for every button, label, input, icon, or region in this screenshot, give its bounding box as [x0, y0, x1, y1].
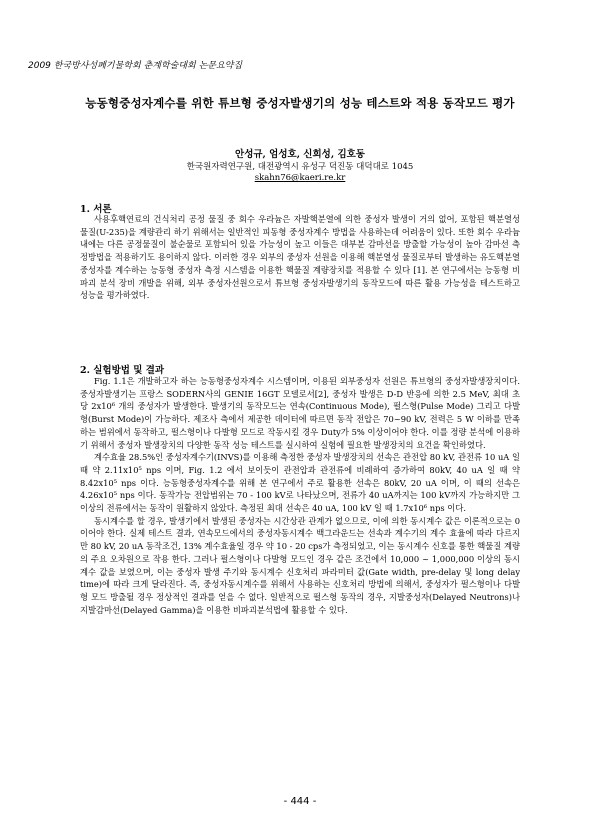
paragraph: 동시계수를 할 경우, 발생기에서 발생된 중성자는 시간상관 관계가 없으므로, 이에 의한 동시계수 값은 이론적으로는 0 이어야 한다. 실제 테스트 결과, 연속모드에서의 중성자동시계수 백그라운드는 선속과 계수기의 계수 효율에 따라 다르지만 80 kV, 20 uA 동작조건, 13% 계수효율일 경우 약 10 - 20 cps가 측정되었고, 이는 동시계수 신호를 통한 핵물질 계량의 주요 오차원으로 작용 한다. 그러나 펄스형이나 다발형 모드인 경우 같은 조건에서 10,000 ~ 1,000,000 이상의 동시계수 값을 보였으며, 이는 중성자 발생 주기와 동시계수 신호처리 파라미터 값(Gate width, pre-delay 및 long delay time)에 따라 크게 달라진다. 즉, 중성자동시계수를 위해서 사용하는 신호처리 방법에 의해서, 중성자가 펄스형이나 다발형 모드 방출될 경우 정상적인 결과를 얻을 수 없다. 일반적으로 펄스형 동작의 경우, 지발중성자(Delayed Neutrons)나 지발감마선(Delayed Gamma)을 이용한 비파괴분석법에 활용할 수 있다. [80, 515, 520, 615]
section-heading-introduction: 1. 서론 [80, 204, 112, 215]
paragraph: Fig. 1.1은 개발하고자 하는 능동형중성자계수 시스템이며, 이용된 외부중성자 선원은 튜브형의 중성자발생장치이다. 중성자발생기는 프랑스 SODERN사의 GENIE 16GT 모델로서[2], 중성자 발생은 D-D 반응에 의한 2.5 MeV, 최대 초당 2x10⁶ 개의 중성자가 발생한다. 발생기의 동작모드는 연속(Continuous Mode), 펄스형(Pulse Mode) 그리고 다발형(Burst Mode)이 가능하다. 제조사 측에서 제공한 데이터에 따르면 동작 전압은 70~90 kV, 전력은 5 W 이하를 만족하는 범위에서 동작하고, 펄스형이나 다발형 모드로 작동시킬 경우 Duty가 5% 이상이어야 한다. 이를 정량 분석에 이용하기 위해서 중성자 발생장치의 다양한 동작 성능 테스트를 실시하여 실험에 필요한 발생장치의 요건을 확인하였다. [80, 376, 520, 450]
section-body-methods [80, 375, 520, 616]
paper-title: 능동형중성자계수를 위한 튜브형 중성자발생기의 성능 테스트와 적용 동작모드 평가 [85, 96, 515, 110]
section-heading-methods: 2. 실험방법 및 결과 [80, 365, 165, 376]
affiliation: 한국원자력연구원, 대전광역시 유성구 덕진동 대덕대로 1045 [186, 162, 414, 172]
email-link[interactable]: skahn76@kaeri.re.kr [254, 173, 346, 183]
section-body-introduction [80, 213, 520, 302]
paragraph: 계수효율 28.5%인 중성자계수기(INVS)를 이용해 측정한 중성자 발생장치의 선속은 관전압 80 kV, 관전류 10 uA 일 때 약 2.11x10⁵ nps 이며, Fig. 1.2 에서 보이듯이 관전압과 관전류에 비례하여 증가하여 80kV, 40 uA 일 때 약 8.42x10⁵ nps 이다. 능동형중성자계수를 위해 본 연구에서 주로 활용한 선속은 80kV, 20 uA 이며, 이 때의 선속은 4.26x10⁵ nps 이다. 동작가능 전압범위는 70 - 100 kV로 나타났으며, 전류가 40 uA까지는 100 kV까지 가능하지만 그 이상의 전류에서는 동작이 원활하지 않았다. 측정된 최대 선속은 40 uA, 100 kV 일 때 1.7x10⁶ nps 이다. [80, 452, 520, 514]
paragraph: 사용후핵연료의 건식처리 공정 물질 중 회수 우라늄은 자발핵분열에 의한 중성자 발생이 거의 없어, 포함된 핵분열성 물질(U-235)을 계량관리 하기 위해서는 일반적인 피동형 중성자계수 방법을 사용하는데 어려움이 있다. 또한 회수 우라늄 내에는 다른 공정물질이 불순물로 포함되어 있을 가능성이 높고 이들은 대부분 감마선을 방출할 가능성이 높아 감마선 측정방법을 적용하기도 용이하지 않다. 이러한 경우 외부의 중성자 선원을 이용해 핵분열성 물질로부터 발생하는 유도핵분열 중성자를 계수하는 능동형 중성자 측정 시스템을 이용한 핵물질 계량장치를 적용할 수 있다 [1]. 본 연구에서는 능동형 비파괴 분석 장비 개발을 위해, 외부 중성자선원으로서 튜브형 중성자발생기의 동작모드에 따른 활용 가능성을 테스트하고 성능을 평가하였다. [80, 214, 520, 301]
author-list: 안성규, 엄성호, 신희성, 김호동 [235, 149, 365, 160]
page-number: - 444 - [283, 796, 317, 807]
running-header: 2009 한국방사성폐기물학회 춘계학술대회 논문요약집 [28, 61, 243, 71]
